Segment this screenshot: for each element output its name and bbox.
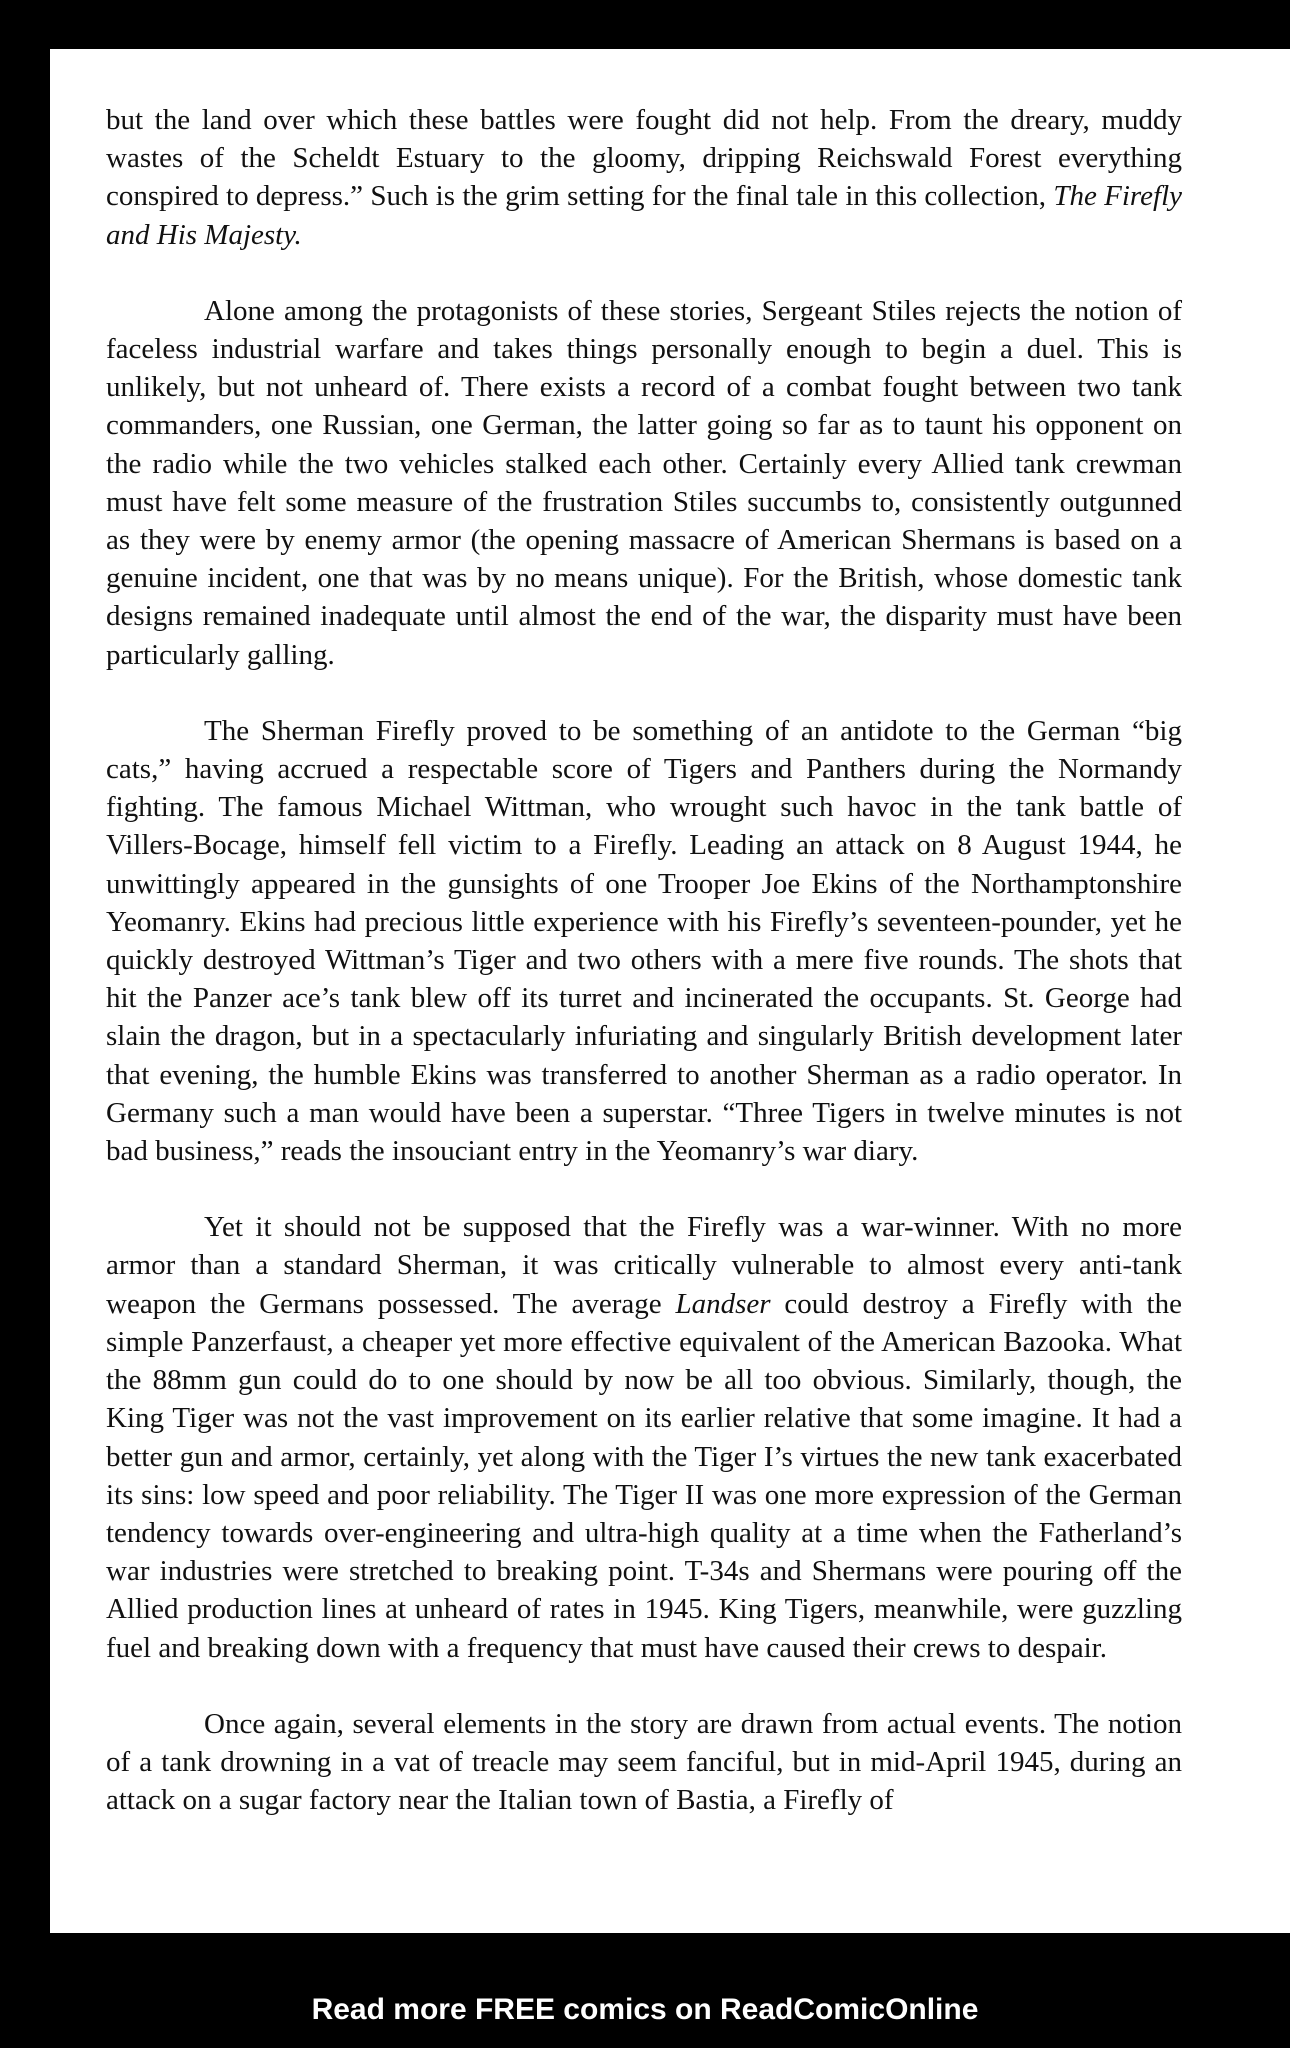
paragraph-2 xyxy=(106,292,1182,674)
story-title-italic: The Firefly and His Majesty. xyxy=(106,180,1183,251)
paragraph-1-text: but the land over which these battles were fought did not help. From the dreary, muddy wastes of the Scheldt Estuary to the gloomy, dripping Reichswald Forest everything conspired to depress.” Such is the grim setting for the final tale in this collection, xyxy=(106,104,1182,213)
paragraph-5-text: Once again, several elements in the story are drawn from actual events. The notion of a tank drowning in a vat of treacle may seem fanciful, but in mid-April 1945, during an attack on a sugar factory near the Italian town of Bastia, a Firefly of xyxy=(106,1707,1182,1817)
footer-text: Read more FREE comics on ReadComicOnline xyxy=(311,1993,979,2026)
paragraph-3-text: The Sherman Firefly proved to be something of an antidote to the German “big cats,” having accrued a respectable score of Tigers and Panthers during the Normandy fighting. The famous Michael Wittman, who wrought such havoc in the tank battle of Villers-Bocage, himself fell victim to a Firefly. Leading an attack on 8 August 1944, he unwittingly appeared in the gunsights of one Trooper Joe Ekins of the Northamptonshire Yeomanry. Ekins had precious little experience with his Firefly’s seventeen-pounder, yet he quickly destroyed Wittman’s Tiger and two others with a mere five rounds. The shots that hit the Panzer ace’s tank blew off its turret and incinerated the occupants. St. George had slain the dragon, but in a spectacularly infuriating and singularly British development later that evening, the humble Ekins was transferred to another Sherman as a radio operator. In Germany such a man would have been a superstar. “Three Tigers in twelve minutes is not bad business,” reads the insouciant entry in the Yeomanry’s war diary. xyxy=(106,714,1182,1168)
paragraph-4-text-end: could destroy a Firefly with the simple Panzerfaust, a cheaper yet more effective equivalent of the American Bazooka. What the 88mm gun could do to one should by now be all too obvious. Similarly, though, the King Tiger was not the vast improvement on its earlier relative that some imagine. It had a better gun and armor, certainly, yet along with the Tiger I’s virtues the new tank exacerbated its sins: low speed and poor reliability. The Tiger II was one more expression of the German tendency towards over-engineering and ultra-high quality at a time when the Fatherland’s war industries were stretched to breaking point. T-34s and Shermans were pouring off the Allied production lines at unheard of rates in 1945. King Tigers, meanwhile, were guzzling fuel and breaking down with a frequency that must have caused their crews to despair. xyxy=(106,1287,1182,1664)
paragraph-3 xyxy=(106,712,1182,1170)
paragraph-2-text: Alone among the protagonists of these stories, Sergeant Stiles rejects the notion of faceless industrial warfare and takes things personally enough to begin a duel. This is unlikely, but not unheard of. There exists a record of a combat fought between two tank commanders, one Russian, one German, the latter going so far as to taunt his opponent on the radio while the two vehicles stalked each other. Certainly every Allied tank crewman must have felt some measure of the frustration Stiles succumbs to, consistently outgunned as they were by enemy armor (the opening massacre of American Shermans is based on a genuine incident, one that was by no means unique). For the British, whose domestic tank designs remained inadequate until almost the end of the war, the disparity must have been particularly galling. xyxy=(106,294,1182,671)
document-page xyxy=(50,49,1290,1933)
paragraph-4-text-start: Yet it should not be supposed that the Firefly was a war-winner. With no more armor than a standard Sherman, it was critically vulnerable to almost every anti-tank weapon the Germans possessed. The average xyxy=(106,1211,1182,1320)
paragraph-4 xyxy=(106,1208,1182,1666)
footer-banner xyxy=(0,1990,1290,2030)
body-text xyxy=(106,101,1182,1819)
paragraph-1 xyxy=(106,101,1182,254)
landser-italic: Landser xyxy=(675,1287,771,1320)
paragraph-5 xyxy=(106,1705,1182,1820)
